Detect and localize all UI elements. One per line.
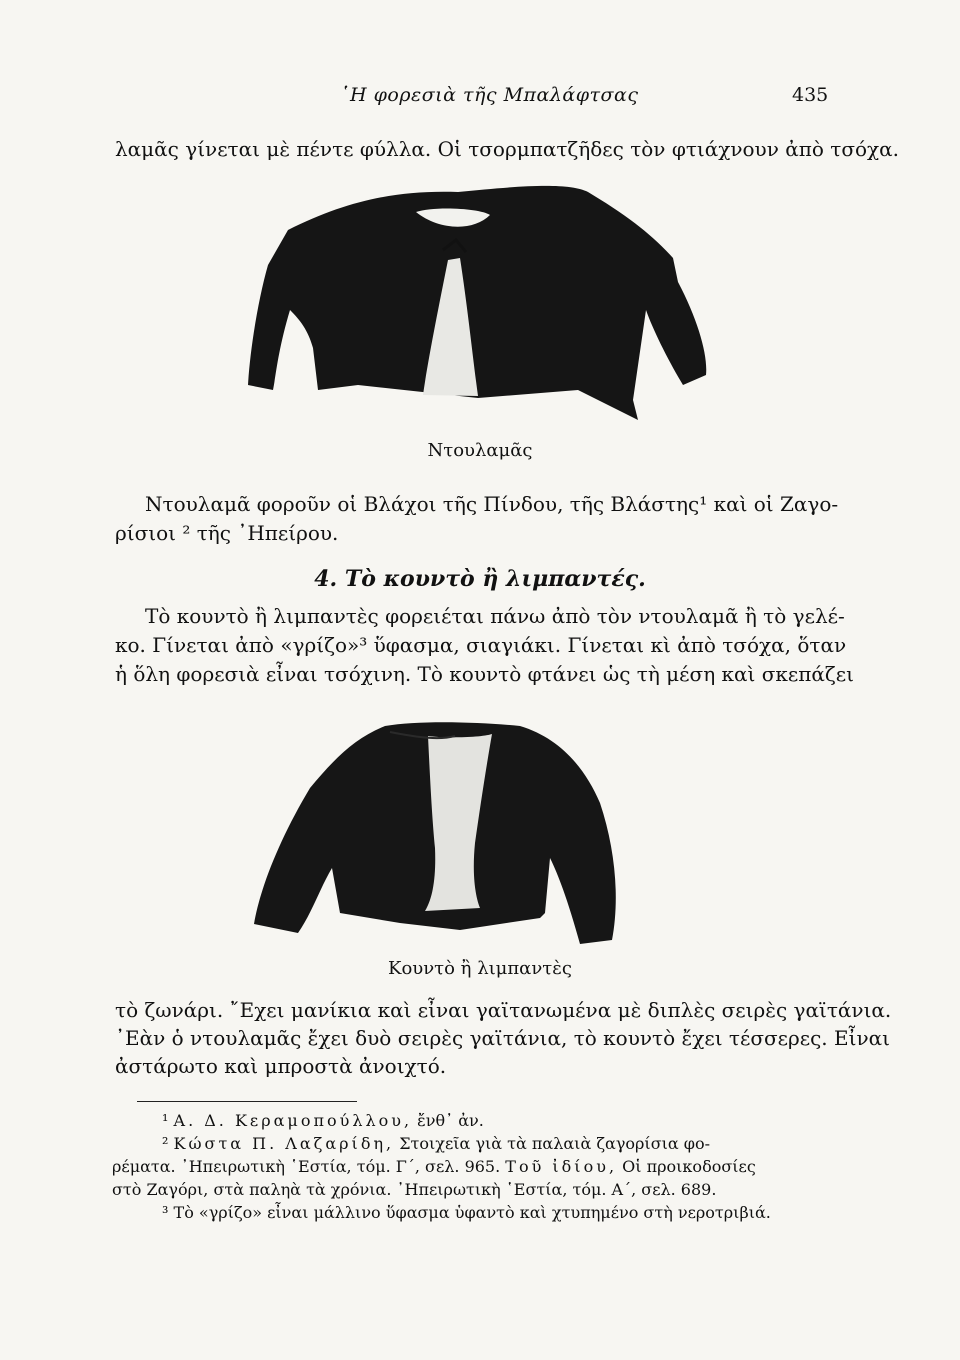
body-line: Τὸ κουντὸ ἢ λιμπαντὲς φορειέται πάνω ἀπὸ τὸν ντουλαμᾶ ἢ τὸ γελέ-	[145, 604, 845, 628]
footnote-text: ρέματα. ᾿Ηπειρωτικὴ ῾Εστία, τόμ. Γ΄, σελ. 965.	[112, 1157, 501, 1176]
dulama-garment-illustration	[228, 170, 728, 450]
section-heading: 4. Τὸ κουντὸ ἢ λιμπαντές.	[314, 566, 646, 592]
page-number: 435	[792, 84, 829, 106]
kounto-jacket-illustration	[240, 708, 640, 958]
running-head	[0, 84, 960, 114]
footnote-mark: ³	[162, 1203, 169, 1222]
body-line: ἡ ὅλη φορεσιὰ εἶναι τσόχινη. Τὸ κουντὸ φτάνει ὡς τὴ μέση καὶ σκεπάζει	[115, 662, 854, 686]
footnote-text: Στοιχεῖα γιὰ τὰ παλαιὰ ζαγορίσια φο-	[399, 1134, 711, 1153]
body-line: Ντουλαμᾶ φοροῦν οἱ Βλάχοι τῆς Πίνδου, τῆς Βλάστης¹ καὶ οἱ Ζαγο-	[145, 492, 839, 516]
footnote-2-line-2	[112, 1156, 812, 1178]
body-line: τὸ ζωνάρι. ῎Εχει μανίκια καὶ εἶναι γαϊτανωμένα μὲ διπλὲς σειρὲς γαϊτάνια.	[115, 998, 892, 1022]
figure-kounto-photo	[240, 708, 640, 958]
body-line: ρίσιοι ² τῆς ᾿Ηπείρου.	[115, 521, 339, 545]
footnote-3	[162, 1202, 812, 1224]
figure-dulama-photo	[228, 170, 728, 450]
body-line: κο. Γίνεται ἀπὸ «γρίζο»³ ὕφασμα, σιαγιάκι. Γίνεται κὶ ἀπὸ τσόχα, ὅταν	[115, 633, 847, 657]
body-line: ᾿Εὰν ὁ ντουλαμᾶς ἔχει δυὸ σειρὲς γαϊτάνια, τὸ κουντὸ ἔχει τέσσερες. Εἶναι	[115, 1026, 890, 1050]
footnote-author: Τοῦ ἰδίου,	[505, 1157, 618, 1176]
footnote-text: Οἱ προικοδοσίες	[622, 1157, 756, 1176]
footnote-mark: ²	[162, 1134, 169, 1153]
body-line: λαμᾶς γίνεται μὲ πέντε φύλλα. Οἱ τσορμπατζῆδες τὸν φτιάχνουν ἀπὸ τσόχα.	[115, 137, 900, 161]
footnote-mark: ¹	[162, 1111, 169, 1130]
body-line: ἀστάρωτο καὶ μπροστὰ ἀνοιχτό.	[115, 1054, 447, 1078]
footnote-1	[162, 1110, 812, 1132]
footnote-author: Κώστα Π. Λαζαρίδη,	[173, 1134, 395, 1153]
figure-caption-dulama: Ντουλαμᾶς	[427, 440, 533, 461]
footnote-author: Α. Δ. Κεραμοπούλλου,	[173, 1111, 413, 1130]
footnote-2-line-3: στὸ Ζαγόρι, στὰ παληὰ τὰ χρόνια. ᾿Ηπειρωτικὴ ῾Εστία, τόμ. Α΄, σελ. 689.	[112, 1180, 717, 1199]
footnote-text: Τὸ «γρίζο» εἶναι μάλλινο ὕφασμα ὑφαντὸ καὶ χτυπημένο στὴ νεροτριβιά.	[173, 1203, 771, 1222]
running-title: ῾Η φορεσιὰ τῆς Μπαλάφτσας	[340, 84, 639, 106]
footnote-2	[162, 1133, 812, 1155]
footnote-divider	[137, 1101, 357, 1102]
figure-caption-kounto: Κουντὸ ἢ λιμπαντὲς	[388, 958, 572, 979]
footnote-text: ἔνθ᾿ ἀν.	[417, 1111, 484, 1130]
